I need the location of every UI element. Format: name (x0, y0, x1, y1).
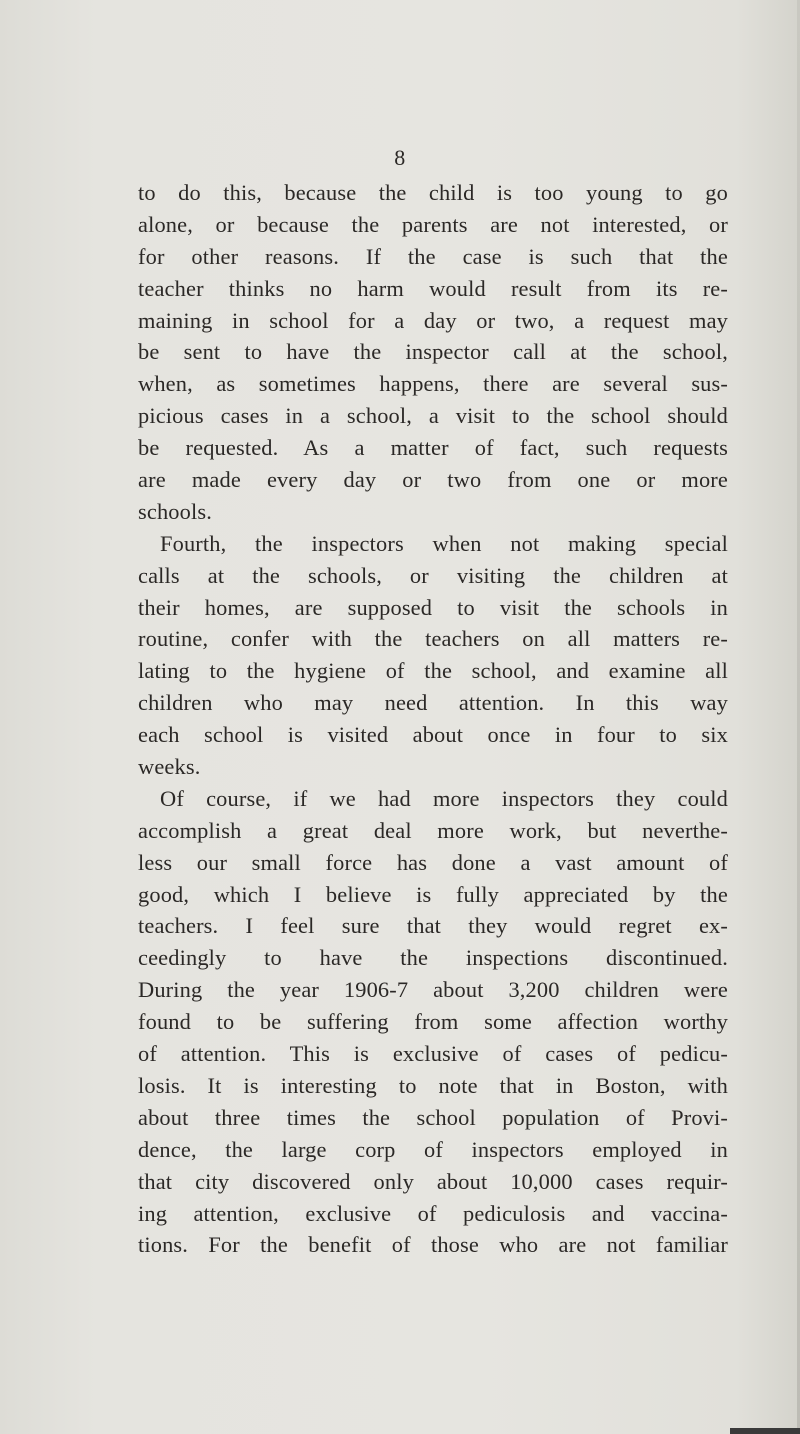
text-line: less our small force has done a vast amount of (138, 849, 728, 875)
text-line: schools. (138, 498, 212, 524)
text-line: accomplish a great deal more work, but neverthe- (138, 817, 728, 843)
text-line: lating to the hygiene of the school, and examine all (138, 658, 728, 684)
text-line: Of course, if we had more inspectors they could (160, 785, 728, 811)
text-line: found to be suffering from some affection worthy (138, 1009, 728, 1035)
text-line: that city discovered only about 10,000 cases requir- (138, 1168, 728, 1194)
text-line: losis. It is interesting to note that in Boston, with (138, 1072, 728, 1098)
text-line: each school is visited about once in four to six (138, 722, 728, 748)
text-line: good, which I believe is fully appreciated by the (138, 881, 728, 907)
text-line: their homes, are supposed to visit the schools in (138, 594, 728, 620)
text-line: teacher thinks no harm would result from its re- (138, 275, 728, 301)
text-line: maining in school for a day or two, a request may (138, 307, 728, 333)
body-text (138, 177, 728, 1261)
text-line: Fourth, the inspectors when not making special (160, 530, 728, 556)
text-line: be sent to have the inspector call at the school, (138, 339, 728, 365)
text-line: picious cases in a school, a visit to the school should (138, 403, 728, 429)
text-line: children who may need attention. In this way (138, 690, 728, 716)
page-corner-mark (730, 1428, 800, 1434)
text-line: routine, confer with the teachers on all matters re- (138, 626, 728, 652)
text-line: ceedingly to have the inspections discontinued. (138, 945, 728, 971)
text-line: calls at the schools, or visiting the children at (138, 562, 728, 588)
text-line: ing attention, exclusive of pediculosis and vaccina- (138, 1200, 728, 1226)
text-line: dence, the large corp of inspectors employed in (138, 1136, 728, 1162)
text-line: for other reasons. If the case is such that the (138, 243, 728, 269)
text-line: tions. For the benefit of those who are not familiar (138, 1232, 728, 1258)
text-line: of attention. This is exclusive of cases of pedicu- (138, 1041, 728, 1067)
text-line: alone, or because the parents are not interested, or (138, 211, 728, 237)
text-line: During the year 1906-7 about 3,200 children were (138, 977, 728, 1003)
text-line: teachers. I feel sure that they would regret ex- (138, 913, 728, 939)
page-number: 8 (394, 145, 406, 170)
text-line: to do this, because the child is too young to go (138, 180, 728, 205)
text-line: are made every day or two from one or more (138, 467, 728, 493)
text-line: about three times the school population of Provi- (138, 1104, 728, 1130)
text-line: be requested. As a matter of fact, such requests (138, 435, 728, 461)
text-line: weeks. (138, 754, 201, 780)
text-line: when, as sometimes happens, there are several sus- (138, 371, 728, 397)
